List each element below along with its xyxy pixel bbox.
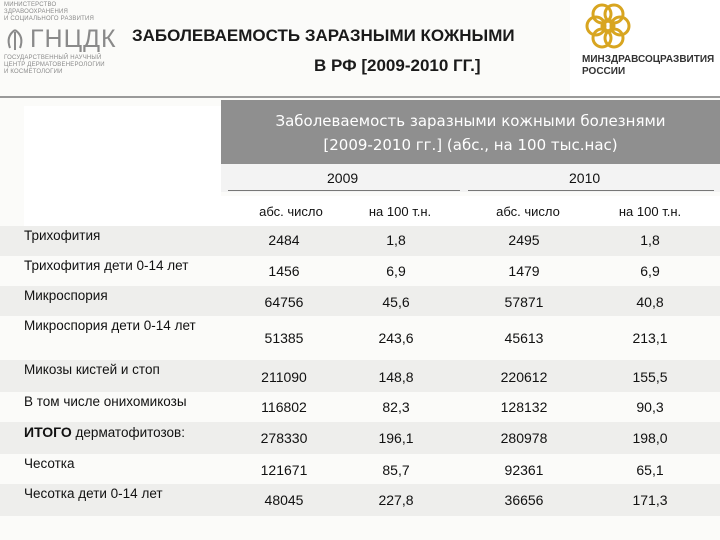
- cell-rate-2009: 148,8: [378, 369, 414, 385]
- cell-abs-2009: 51385: [264, 330, 304, 346]
- cell-rate-2009: 1,8: [386, 232, 406, 248]
- cell-abs-2010: 1479: [508, 263, 540, 279]
- subheader-abs-2009: абс. число: [259, 204, 323, 219]
- title-line-2: В РФ [2009-2010 ГГ.]: [314, 56, 481, 75]
- gncdk-emblem-icon: [4, 28, 26, 52]
- cell-abs-2009: 121671: [260, 462, 308, 478]
- year-2010: 2010: [569, 170, 601, 186]
- row-label: Микозы кистей и стоп: [24, 362, 160, 377]
- cell-rate-2010: 171,3: [632, 492, 668, 508]
- minzdrav-line-2: РОССИИ: [582, 66, 626, 77]
- row-label: Микроспория: [24, 288, 108, 303]
- year-2009: 2009: [327, 170, 359, 186]
- table-row: [0, 392, 720, 422]
- table-row: [0, 316, 720, 360]
- cell-rate-2009: 6,9: [386, 263, 406, 279]
- logo-top-text-2: И СОЦИАЛЬНОГО РАЗВИТИЯ: [4, 16, 95, 22]
- header-divider: [0, 96, 720, 98]
- cell-rate-2010: 198,0: [632, 430, 668, 446]
- cell-rate-2009: 243,6: [378, 330, 414, 346]
- table-row: [0, 422, 720, 454]
- cell-rate-2009: 85,7: [382, 462, 410, 478]
- logo-bottom-text-2: ЦЕНТР ДЕРМАТОВЕНЕРОЛОГИИ: [4, 62, 105, 68]
- row-label: Чесотка дети 0-14 лет: [24, 486, 163, 501]
- cell-abs-2010: 280978: [500, 430, 548, 446]
- cell-rate-2009: 45,6: [382, 294, 410, 310]
- table-row: [0, 454, 720, 484]
- cell-abs-2009: 116802: [261, 399, 307, 415]
- title-line-1: ЗАБОЛЕВАЕМОСТЬ ЗАРАЗНЫМИ КОЖНЫМИ: [132, 26, 515, 45]
- table-corner-cell: [24, 106, 221, 226]
- table-row: [0, 286, 720, 316]
- cell-rate-2010: 90,3: [636, 399, 664, 415]
- cell-rate-2009: 227,8: [378, 492, 414, 508]
- cell-abs-2009: 1456: [268, 263, 300, 279]
- cell-abs-2009: 278330: [260, 430, 308, 446]
- cell-abs-2010: 128132: [500, 399, 548, 415]
- cell-abs-2010: 57871: [504, 294, 544, 310]
- cell-abs-2010: 45613: [504, 330, 544, 346]
- cell-rate-2009: 196,1: [378, 430, 414, 446]
- cell-rate-2010: 1,8: [640, 232, 660, 248]
- logo-brand-text: ГНЦДК: [30, 25, 117, 53]
- subheader-abs-2010: абс. число: [496, 204, 560, 219]
- cell-abs-2010: 220612: [500, 369, 548, 385]
- row-label-total: [24, 422, 185, 443]
- row-label: Трихофития: [24, 228, 101, 243]
- cell-abs-2009: 211090: [261, 369, 307, 385]
- minzdrav-logo: [570, 0, 720, 98]
- year-2010-rule: [468, 190, 714, 191]
- table-row: [0, 226, 720, 256]
- subheader-per100k-2010: на 100 т.н.: [618, 204, 682, 219]
- minzdrav-text: [582, 54, 714, 78]
- cell-abs-2009: 64756: [264, 294, 304, 310]
- cell-rate-2009: 82,3: [382, 399, 410, 415]
- cell-rate-2010: 65,1: [636, 462, 664, 478]
- gncdk-logo: [4, 2, 122, 80]
- table-row: [0, 484, 720, 516]
- row-label-total-rest: дерматофитозов:: [71, 425, 185, 440]
- cell-rate-2010: 155,5: [632, 369, 668, 385]
- table-header-line-2: [2009-2010 гг.] (абс., на 100 тыс.нас): [323, 136, 618, 154]
- cell-abs-2009: 48045: [264, 492, 304, 508]
- row-label: Чесотка: [24, 456, 75, 471]
- cell-abs-2010: 36656: [504, 492, 544, 508]
- cell-abs-2010: 92361: [504, 462, 544, 478]
- table-header-line-1: Заболеваемость заразными кожными болезнями: [275, 112, 666, 130]
- year-header-row: [221, 164, 720, 192]
- row-label: Трихофития дети 0-14 лет: [24, 258, 189, 273]
- row-label: В том числе онихомикозы: [24, 394, 187, 409]
- cell-rate-2010: 213,1: [632, 330, 668, 346]
- subheader-per100k-2009: на 100 т.н.: [368, 204, 432, 219]
- cell-rate-2010: 6,9: [640, 263, 660, 279]
- row-label-total-bold: ИТОГО: [24, 424, 72, 440]
- logo-bottom-text-3: И КОСМЕТОЛОГИИ: [4, 69, 63, 75]
- row-label: Микроспория дети 0-14 лет: [24, 318, 196, 333]
- table-header: [221, 100, 720, 164]
- cell-abs-2010: 2495: [508, 232, 540, 248]
- cell-rate-2010: 40,8: [636, 294, 664, 310]
- cell-abs-2009: 2484: [268, 232, 300, 248]
- logo-brand: [4, 25, 122, 54]
- table-row: [0, 256, 720, 286]
- minzdrav-emblem-icon: [582, 0, 642, 56]
- logo-top-text-1: МИНИСТЕРСТВО ЗДРАВООХРАНЕНИЯ: [4, 2, 69, 15]
- logo-bottom-text-1: ГОСУДАРСТВЕННЫЙ НАУЧНЫЙ: [4, 55, 102, 61]
- year-2009-rule: [228, 190, 460, 191]
- table-row: [0, 360, 720, 392]
- minzdrav-line-1: МИНЗДРАВСОЦРАЗВИТИЯ: [582, 54, 715, 65]
